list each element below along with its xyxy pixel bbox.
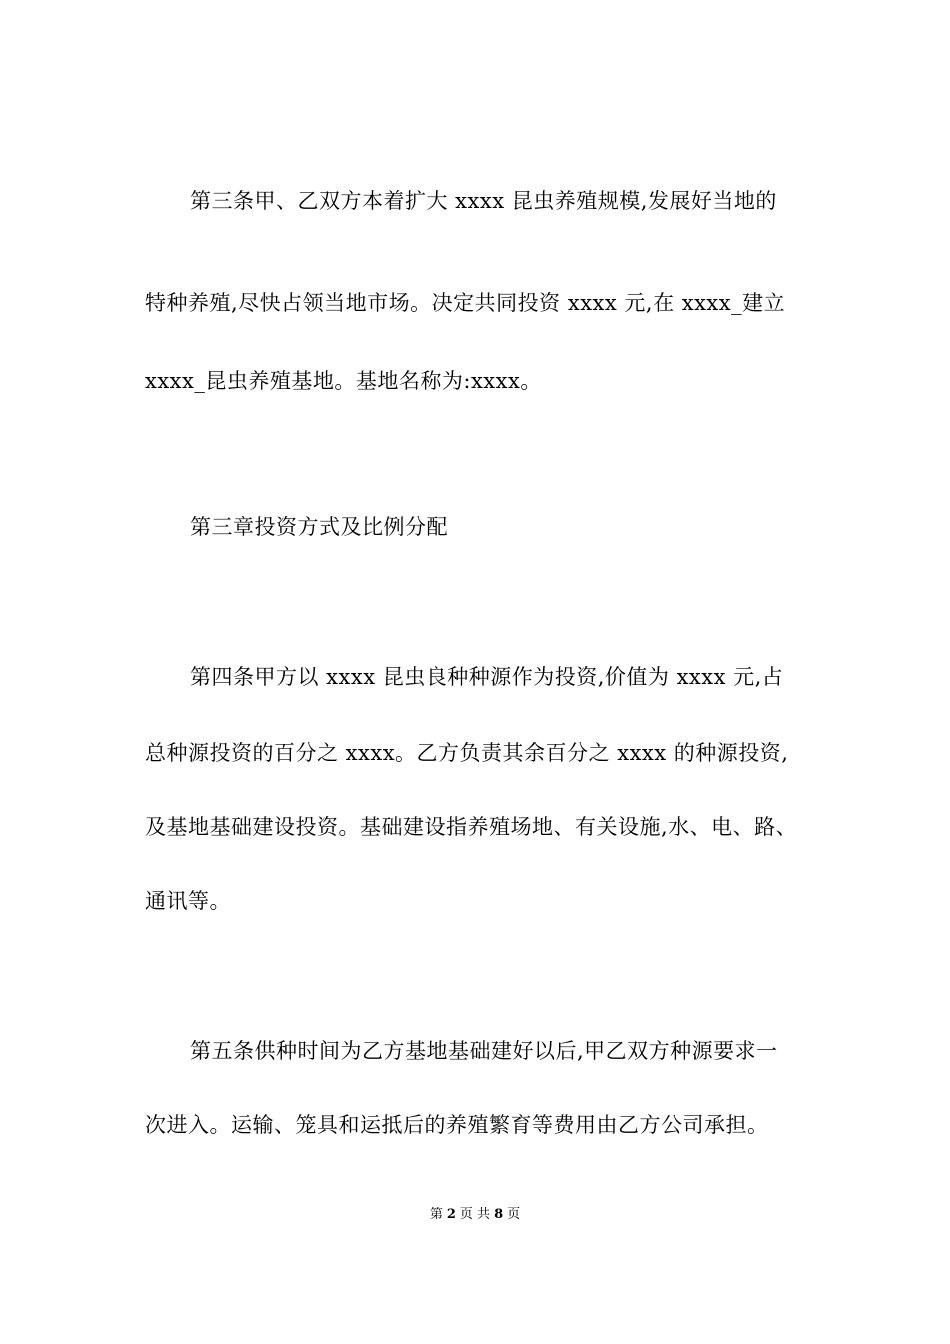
total-page-number: 8 — [494, 1207, 504, 1222]
paragraph-line: 及基地基础建设投资。基础建设指养殖场地、有关设施,水、电、路、 — [145, 815, 798, 839]
chapter-heading: 第三章投资方式及比例分配 — [190, 515, 448, 539]
paragraph-line: 总种源投资的百分之 xxxx。乙方负责其余百分之 xxxx 的种源投资, — [145, 741, 789, 765]
footer-suffix: 页 — [507, 1207, 521, 1222]
paragraph-line: 次进入。运输、笼具和运抵后的养殖繁育等费用由乙方公司承担。 — [145, 1113, 769, 1137]
paragraph-line: 第四条甲方以 xxxx 昆虫良种种源作为投资,价值为 xxxx 元,占 — [190, 665, 784, 689]
current-page-number: 2 — [446, 1207, 456, 1222]
paragraph-line: xxxx_昆虫养殖基地。基地名称为:xxxx。 — [145, 369, 542, 393]
paragraph-line: 第五条供种时间为乙方基地基础建好以后,甲乙双方种源要求一 — [190, 1039, 778, 1063]
footer-middle: 页 共 — [459, 1207, 491, 1222]
page-footer — [0, 1206, 950, 1224]
paragraph-line: 特种养殖,尽快占领当地市场。决定共同投资 xxxx 元,在 xxxx_建立 — [145, 291, 786, 315]
paragraph-line: 第三条甲、乙双方本着扩大 xxxx 昆虫养殖规模,发展好当地的 — [190, 189, 777, 213]
footer-prefix: 第 — [429, 1207, 443, 1222]
paragraph-line: 通讯等。 — [145, 889, 231, 913]
